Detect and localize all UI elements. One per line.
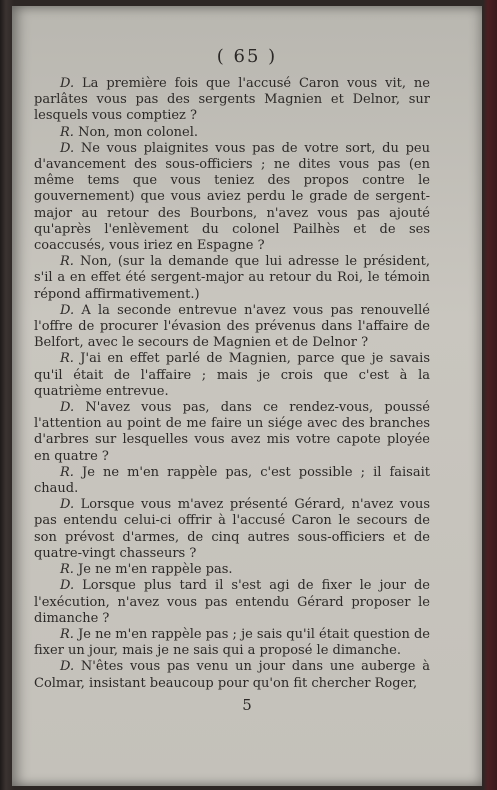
paragraph-text: Ne vous plaignites vous pas de votre sort, du peu d'avancement des sous-officiers ; ne dites vous pas (en même tems que vous teniez des propos contre le gouvernement) que vous aviez perdu le grade de sergent-major au retour des Bourbons, n'avez vous pas ajouté qu'après l'enlèvement du colonel Pailhès et de ses coaccusés, vous iriez en Espagne ? [34, 140, 431, 254]
paragraph-text: Je ne m'en rappèle pas. [78, 562, 233, 578]
paragraph-text: Non, (sur la demande que lui adresse le président, s'il a en effet été sergent-major au retour du Roi, le témoin répond affirmativement.) [34, 254, 430, 302]
paragraph [34, 141, 430, 254]
paragraph [34, 465, 430, 497]
paragraph-text: La première fois que l'accusé Caron vous vit, ne parlâtes vous pas des sergents Magnien et Delnor, sur lesquels vous comptiez ? [34, 76, 430, 124]
speaker-label: D. [60, 578, 75, 594]
paragraph-text: Lorsque vous m'avez présenté Gérard, n'avez vous pas entendu celui-ci offrir à l'accusé Caron le secours de son prévost d'armes, de cinq autres sous-officiers et de quatre-vingt chasseurs ? [34, 497, 430, 561]
paragraph [34, 578, 430, 627]
paragraph-text: Je ne m'en rappèle pas, c'est possible ; il faisait chaud. [34, 464, 430, 497]
speaker-label: R. [60, 254, 74, 270]
paragraph-text: J'ai en effet parlé de Magnien, parce que je savais qu'il était de l'affaire ; mais je crois que c'est à la quatrième entrevue. [34, 351, 431, 399]
paragraph-text: Je ne m'en rappèle pas ; je sais qu'il était question de fixer un jour, mais je ne sais qui a proposé le dimanche. [34, 626, 430, 659]
paragraph-text: Non, mon colonel. [78, 124, 199, 140]
paragraph [34, 659, 430, 691]
speaker-label: R. [60, 351, 74, 367]
speaker-label: D. [60, 400, 75, 416]
paragraph [34, 351, 430, 400]
book-page [12, 6, 482, 786]
paragraph [34, 497, 430, 562]
paragraph-text: N'êtes vous pas venu un jour dans une auberge à Colmar, insistant beaucoup pour qu'on fit chercher Roger, [34, 659, 430, 691]
paragraph [34, 254, 430, 303]
speaker-label: R. [60, 464, 74, 480]
paragraph [34, 562, 430, 578]
paragraph-text: Lorsque plus tard il s'est agi de fixer le jour de l'exécution, n'avez vous pas entendu Gérard proposer le dimanche ? [34, 578, 430, 626]
page-number: ( 65 ) [216, 46, 278, 67]
signature-mark: 5 [242, 696, 252, 714]
speaker-label: D. [60, 302, 75, 318]
speaker-label: D. [60, 497, 75, 513]
paragraph [34, 76, 430, 125]
paragraph-text: N'avez vous pas, dans ce rendez-vous, poussé l'attention au point de me faire un siége avec des branches d'arbres sur lesquelles vous avez mis votre capote ployée en quatre ? [34, 400, 430, 464]
page-body [34, 76, 430, 692]
paragraph [34, 303, 430, 352]
speaker-label: R. [60, 562, 74, 578]
paragraph-text: A la seconde entrevue n'avez vous pas renouvellé l'offre de procurer l'évasion des prévenus dans l'affaire de Belfort, avec le secours de Magnien et de Delnor ? [34, 302, 430, 351]
speaker-label: R. [60, 124, 74, 140]
paragraph [34, 627, 430, 659]
paragraph [34, 125, 430, 141]
paragraph [34, 400, 430, 465]
speaker-label: D. [60, 659, 75, 675]
speaker-label: R. [60, 626, 74, 642]
speaker-label: D. [60, 76, 75, 91]
speaker-label: D. [60, 140, 75, 156]
